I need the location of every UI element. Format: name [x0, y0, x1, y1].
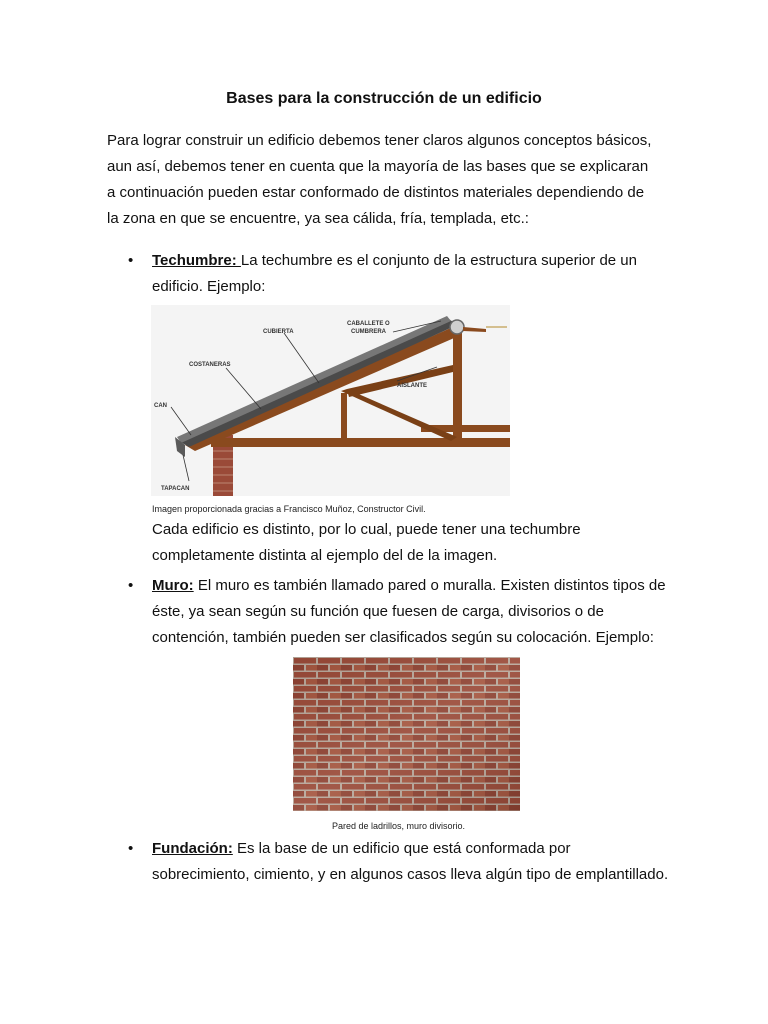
techumbre-after-text: Cada edificio es distinto, por lo cual, puede tener una techumbre completamente distinta al ejemplo del de la imagen.	[152, 521, 581, 564]
roof-caption: Imagen proporcionada gracias a Francisco Muñoz, Constructor Civil.	[152, 504, 426, 514]
list-item-muro	[152, 573, 672, 651]
label-aislante: AISLANTE	[397, 383, 427, 389]
tie-beam	[211, 438, 510, 447]
label-can: CAN	[154, 403, 167, 409]
king-post	[453, 333, 462, 447]
intro-line: aun así, debemos tener en cuenta que la mayoría de las bases que se explicaran	[107, 158, 649, 175]
label-cubierta: CUBIERTA	[263, 329, 294, 335]
list-item-fundacion	[152, 836, 672, 888]
intro-line: la zona en que se encuentre, ya sea cálida, fría, templada, etc.:	[107, 210, 529, 227]
brick-wall-svg	[293, 657, 520, 811]
intro-paragraph	[107, 128, 667, 232]
roof-diagram	[151, 305, 510, 496]
fundacion-text: Es la base de un edificio que está conformada por sobrecimiento, cimiento, y en algunos casos lleva algún tipo de emplantillado.	[152, 840, 669, 883]
ridge-cap	[450, 320, 464, 334]
bullet-icon: •	[128, 252, 134, 269]
term-fundacion: Fundación:	[152, 840, 233, 857]
brick-wall-photo	[293, 657, 520, 811]
term-muro: Muro:	[152, 577, 194, 594]
page-title: Bases para la construcción de un edificio	[226, 90, 542, 107]
term-techumbre: Techumbre:	[152, 252, 241, 269]
label-costaneras: COSTANERAS	[189, 362, 231, 368]
intro-line: Para lograr construir un edificio debemos tener claros algunos conceptos básicos,	[107, 132, 652, 149]
list-item-techumbre	[152, 248, 672, 300]
label-tapacan: TAPACAN	[161, 486, 190, 492]
techumbre-text: La techumbre es el conjunto de la estructura superior de un edificio. Ejemplo:	[152, 252, 637, 295]
brick-caption: Pared de ladrillos, muro divisorio.	[332, 821, 466, 831]
label-caballete: CABALLETE O	[347, 321, 390, 327]
rafter	[185, 327, 461, 451]
roof-diagram-svg	[151, 305, 510, 496]
intro-line: a continuación pueden estar conformado de distintos materiales dependiendo de	[107, 184, 645, 201]
muro-text: El muro es también llamado pared o muralla. Existen distintos tipos de éste, ya sean según su función que fuesen de carga, divisorios o de contención, también pueden ser clasificados según su colocación. Ejemplo:	[152, 577, 666, 646]
label-cumbrera: CUMBRERA	[351, 329, 386, 335]
bullet-icon: •	[128, 840, 134, 857]
bullet-icon: •	[128, 577, 134, 594]
